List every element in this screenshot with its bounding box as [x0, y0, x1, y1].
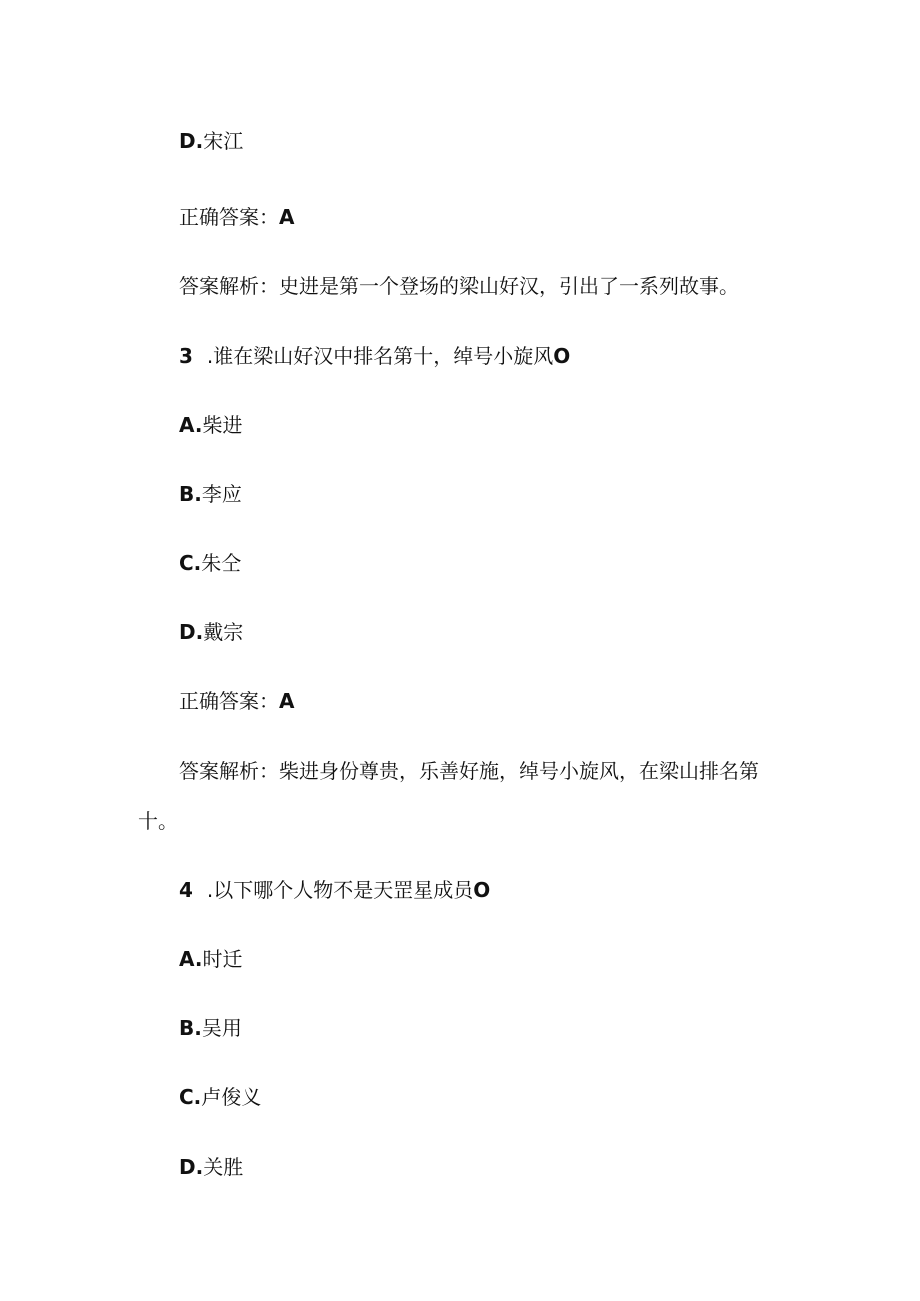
option-letter: B. — [179, 1016, 202, 1040]
explanation-text: 十。 — [138, 809, 178, 833]
option-letter: A. — [179, 413, 203, 437]
option-letter: C. — [179, 1085, 202, 1109]
answer-value: A — [279, 205, 295, 229]
option-letter: D. — [179, 1155, 204, 1179]
q3-option-b — [179, 480, 242, 508]
q4-option-d — [179, 1153, 243, 1181]
option-text: 吴用 — [201, 1016, 242, 1040]
option-text: 朱仝 — [201, 551, 242, 575]
q3-option-a — [179, 411, 242, 439]
option-text: 关胜 — [203, 1155, 244, 1179]
question-text: .谁在梁山好汉中排名第十，绰号小旋风 — [206, 344, 554, 368]
q2-correct-answer — [179, 203, 294, 231]
option-text: 柴进 — [202, 413, 243, 437]
option-text: 李应 — [201, 482, 242, 506]
explanation-text: 答案解析：柴进身份尊贵，乐善好施，绰号小旋风，在梁山排名第 — [179, 759, 759, 783]
q2-option-d — [179, 127, 243, 155]
question-text: .以下哪个人物不是天罡星成员 — [206, 878, 474, 902]
q3-question — [179, 342, 570, 370]
explanation-text: 答案解析：史进是第一个登场的梁山好汉，引出了一系列故事。 — [179, 274, 739, 298]
question-blank: O — [473, 878, 491, 902]
q2-explanation — [179, 272, 739, 300]
question-number: 3 — [179, 344, 193, 368]
answer-value: A — [279, 689, 295, 713]
option-letter: C. — [179, 551, 202, 575]
option-text: 宋江 — [203, 129, 244, 153]
option-letter: D. — [179, 129, 204, 153]
q3-option-d — [179, 618, 243, 646]
q3-explanation-line2 — [138, 807, 178, 835]
option-letter: A. — [179, 947, 203, 971]
answer-label: 正确答案： — [179, 205, 279, 229]
q4-question — [179, 876, 490, 904]
option-text: 卢俊义 — [201, 1085, 262, 1109]
option-text: 戴宗 — [203, 620, 244, 644]
q4-option-a — [179, 945, 242, 973]
option-letter: D. — [179, 620, 204, 644]
q3-explanation-line1 — [179, 757, 759, 785]
q3-option-c — [179, 549, 241, 577]
q3-correct-answer — [179, 687, 294, 715]
question-blank: O — [553, 344, 571, 368]
answer-label: 正确答案： — [179, 689, 279, 713]
question-number: 4 — [179, 878, 193, 902]
option-text: 时迁 — [202, 947, 243, 971]
q4-option-b — [179, 1014, 242, 1042]
option-letter: B. — [179, 482, 202, 506]
q4-option-c — [179, 1083, 261, 1111]
